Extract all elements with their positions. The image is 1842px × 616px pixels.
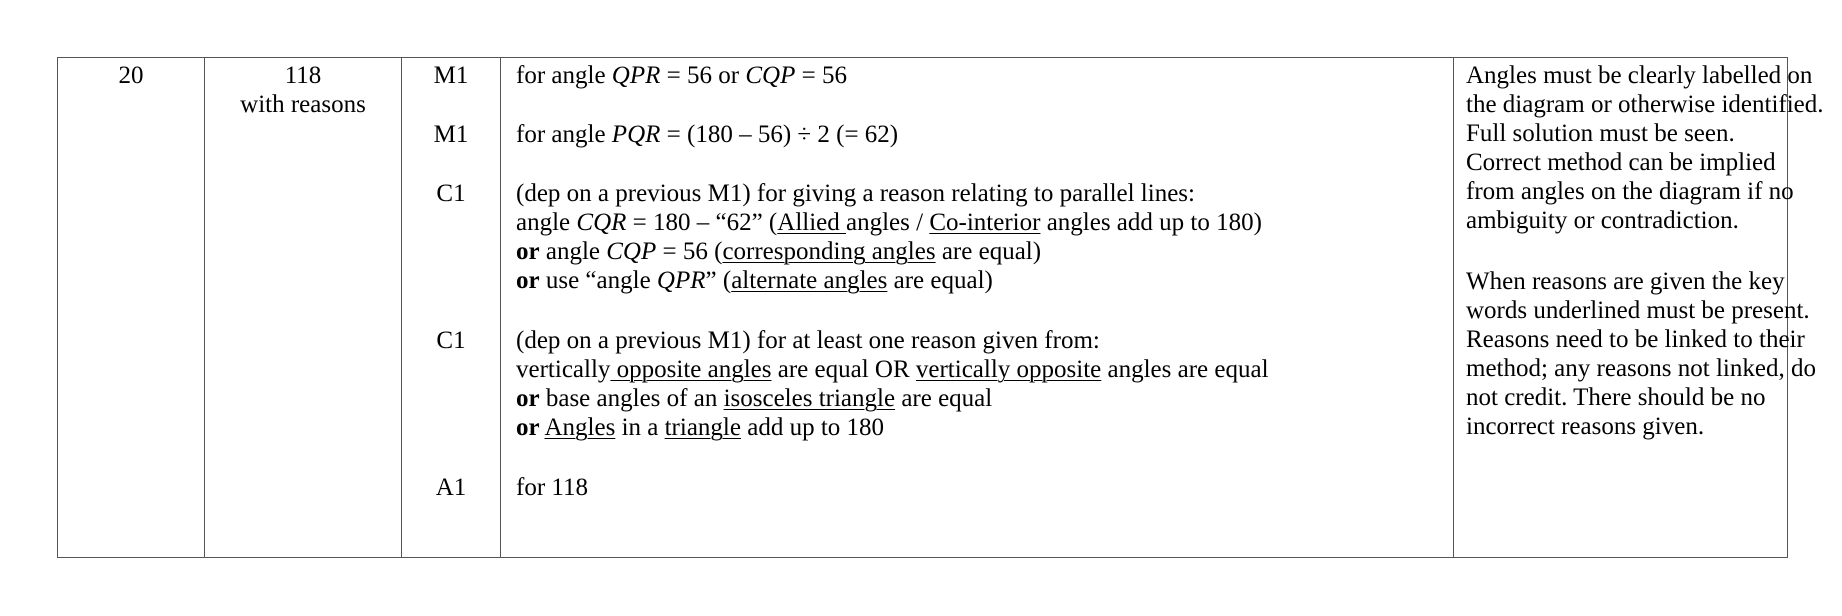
note-line: incorrect reasons given. bbox=[1466, 413, 1705, 440]
note-line: from angles on the diagram if no bbox=[1466, 178, 1794, 205]
method-line: angle CQR = 180 – “62” (Allied angles / Co-interior angles add up to 180) bbox=[516, 209, 1262, 236]
answer-note: with reasons bbox=[240, 91, 366, 118]
method-line: for 118 bbox=[516, 474, 588, 501]
note-line: words underlined must be present. bbox=[1466, 297, 1810, 324]
question-number: 20 bbox=[118, 62, 144, 89]
note-line: Angles must be clearly labelled on bbox=[1466, 62, 1813, 89]
answer-value: 118 bbox=[284, 62, 322, 89]
method-line: for angle PQR = (180 – 56) ÷ 2 (= 62) bbox=[516, 121, 899, 148]
mark-scheme-table bbox=[57, 57, 1824, 558]
note-line: method; any reasons not linked, do bbox=[1466, 355, 1816, 382]
note-line: Reasons need to be linked to their bbox=[1466, 326, 1805, 353]
method-line: (dep on a previous M1) for at least one reason given from: bbox=[516, 327, 1100, 354]
method-line: or base angles of an isosceles triangle are equal bbox=[516, 385, 993, 412]
method-line: (dep on a previous M1) for giving a reason relating to parallel lines: bbox=[516, 180, 1195, 207]
column-divider bbox=[204, 58, 205, 557]
note-line: not credit. There should be no bbox=[1466, 384, 1766, 411]
note-line: ambiguity or contradiction. bbox=[1466, 207, 1739, 234]
mark-code: M1 bbox=[433, 62, 469, 89]
method-line: or angle CQP = 56 (corresponding angles are equal) bbox=[516, 238, 1042, 265]
method-line: vertically opposite angles are equal OR vertically opposite angles are equal bbox=[516, 356, 1269, 383]
method-line: or Angles in a triangle add up to 180 bbox=[516, 414, 885, 441]
note-line: Full solution must be seen. bbox=[1466, 120, 1735, 147]
mark-code: A1 bbox=[435, 474, 467, 501]
note-line: When reasons are given the key bbox=[1466, 268, 1785, 295]
answer-cell bbox=[205, 58, 401, 119]
column-divider bbox=[1453, 58, 1454, 557]
note-line: the diagram or otherwise identified. bbox=[1466, 91, 1824, 118]
mark-code: C1 bbox=[436, 180, 466, 207]
method-line: or use “angle QPR” (alternate angles are equal) bbox=[516, 267, 993, 294]
mark-code: M1 bbox=[433, 121, 469, 148]
note-line: Correct method can be implied bbox=[1466, 149, 1776, 176]
method-line: for angle QPR = 56 or CQP = 56 bbox=[516, 62, 847, 89]
column-divider bbox=[500, 58, 501, 557]
mark-code: C1 bbox=[436, 327, 466, 354]
